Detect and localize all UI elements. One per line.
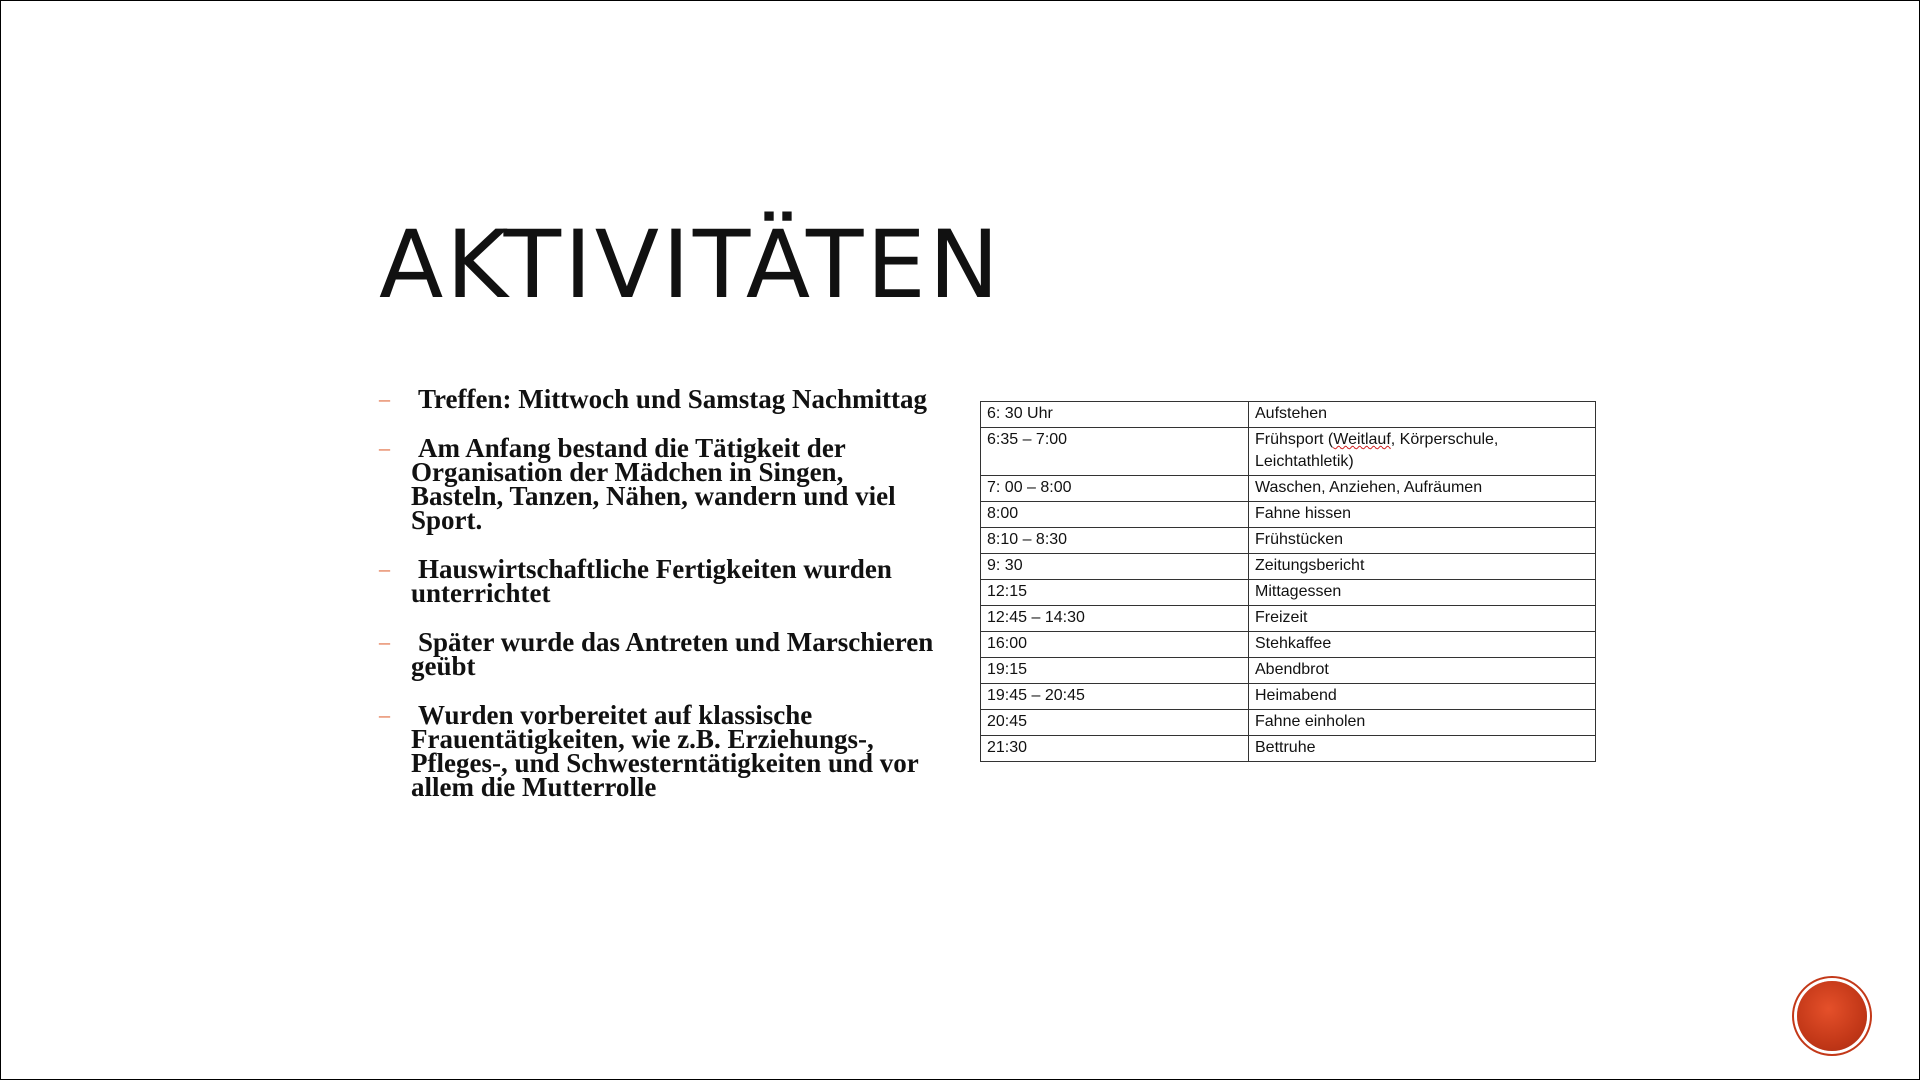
time-cell: 9: 30 [981,554,1249,580]
activity-cell: Aufstehen [1249,402,1596,428]
spellcheck-marked-word: Weitlauf [1333,431,1391,448]
activity-cell: Frühstücken [1249,528,1596,554]
time-cell: 19:45 – 20:45 [981,684,1249,710]
activity-cell: Fahne einholen [1249,710,1596,736]
bullet-marker: – [379,702,390,727]
red-circle-logo-icon [1797,981,1867,1051]
time-cell: 16:00 [981,632,1249,658]
activity-cell [1249,428,1596,476]
time-cell: 6:35 – 7:00 [981,428,1249,476]
time-cell: 20:45 [981,710,1249,736]
table-row [981,580,1596,606]
bullet-marker: – [379,556,390,581]
time-cell: 12:15 [981,580,1249,606]
activity-cell: Fahne hissen [1249,502,1596,528]
bullet-text: Treffen: Mittwoch und Samstag Nachmittag [418,384,927,414]
schedule-table [980,401,1596,762]
table-row [981,710,1596,736]
table-row [981,528,1596,554]
bullet-item [379,627,939,681]
table-row [981,554,1596,580]
activity-text-start: Frühsport ( [1255,431,1334,448]
table-row [981,476,1596,502]
time-cell: 21:30 [981,736,1249,762]
bullet-item [379,554,939,608]
activity-cell: Zeitungsbericht [1249,554,1596,580]
bullet-text: Später wurde das Antreten und Marschieren geübt [411,627,934,681]
table-row [981,428,1596,476]
bullet-marker: – [379,435,390,460]
bullet-marker: – [379,386,390,411]
time-cell: 8:10 – 8:30 [981,528,1249,554]
table-row [981,502,1596,528]
bullet-item [379,384,939,414]
table-row [981,402,1596,428]
table-row [981,632,1596,658]
time-cell: 7: 00 – 8:00 [981,476,1249,502]
bullet-text: Hauswirtschaftliche Fertigkeiten wurden unterrichtet [411,554,892,608]
bullet-marker: – [379,629,390,654]
bullet-text: Wurden vorbereitet auf klassische Frauentätigkeiten, wie z.B. Erziehungs-, Pfleges-, und Schwesterntätigkeiten und vor allem die Mutterrolle [411,700,919,802]
table-row [981,606,1596,632]
time-cell: 12:45 – 14:30 [981,606,1249,632]
activity-cell: Abendbrot [1249,658,1596,684]
table-row [981,684,1596,710]
activity-cell: Heimabend [1249,684,1596,710]
time-cell: 6: 30 Uhr [981,402,1249,428]
bullet-list [379,384,939,824]
activity-cell: Stehkaffee [1249,632,1596,658]
activity-cell: Waschen, Anziehen, Aufräumen [1249,476,1596,502]
bullet-text: Am Anfang bestand die Tätigkeit der Organisation der Mädchen in Singen, Basteln, Tanzen, Nähen, wandern und viel Sport. [411,433,896,535]
time-cell: 19:15 [981,658,1249,684]
bullet-item [379,700,939,802]
activity-cell: Mittagessen [1249,580,1596,606]
table-row [981,658,1596,684]
activity-cell: Freizeit [1249,606,1596,632]
activity-cell: Bettruhe [1249,736,1596,762]
slide-title: AKTIVITÄTEN [379,211,1003,320]
bullet-item [379,433,939,535]
table-row [981,736,1596,762]
activity-text-end: , Körperschule, Leichtathletik) [1255,431,1499,470]
time-cell: 8:00 [981,502,1249,528]
